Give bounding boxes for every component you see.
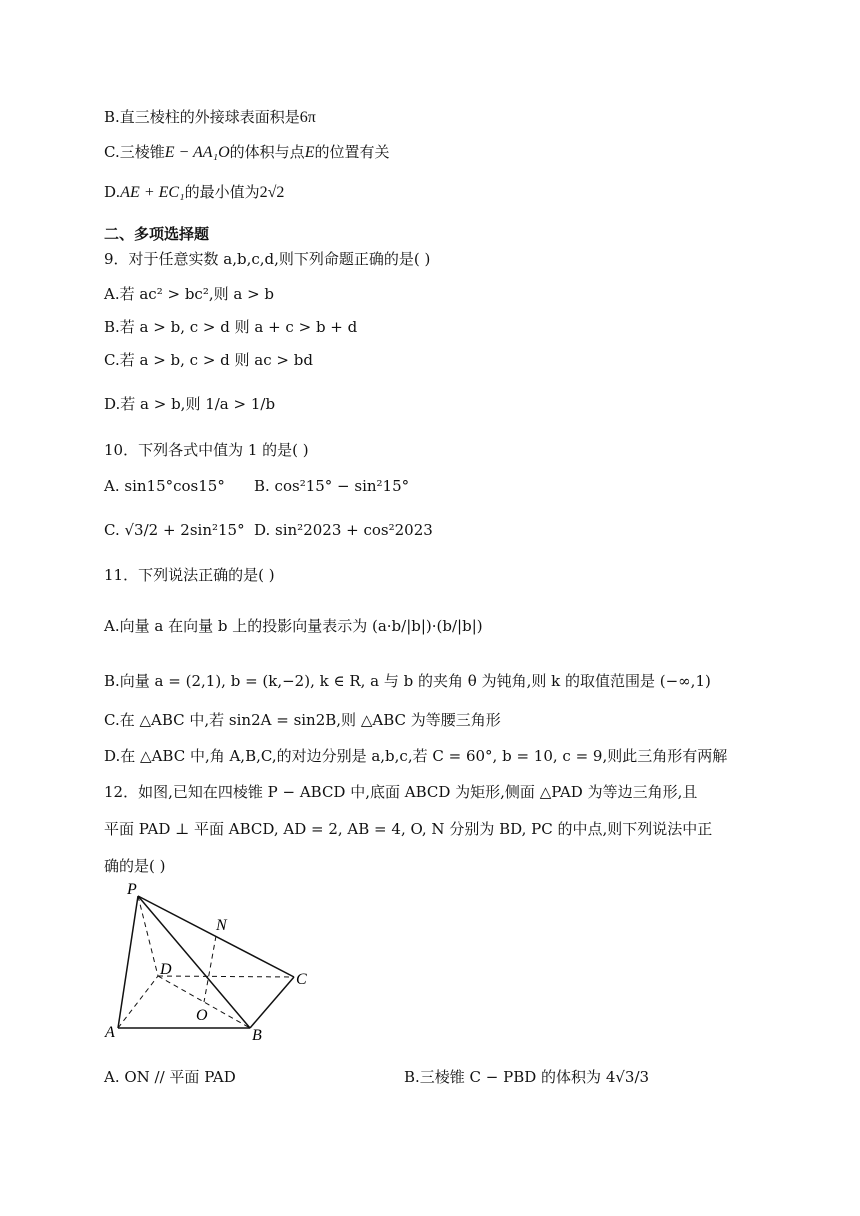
prev-option-b: B.直三棱柱的外接球表面积是6π	[104, 108, 316, 126]
q10-stem: 10．下列各式中值为 1 的是( )	[104, 441, 309, 459]
q9-stem: 9．对于任意实数 a,b,c,d,则下列命题正确的是( )	[104, 250, 431, 268]
label-a: A	[105, 1024, 115, 1041]
q9-option-b: B.若 a > b, c > d 则 a + c > b + d	[104, 318, 358, 336]
q9-option-a: A.若 ac² > bc²,则 a > b	[104, 285, 275, 303]
q10-option-b: B. cos²15° − sin²15°	[254, 477, 410, 495]
segment-on	[204, 936, 216, 1002]
q11-option-c: C.在 △ABC 中,若 sin2A = sin2B,则 △ABC 为等腰三角形	[104, 711, 501, 729]
q12-stem-line2: 平面 PAD ⊥ 平面 ABCD, AD = 2, AB = 4, O, N 分别为 BD, PC 的中点,则下列说法中正	[104, 820, 713, 838]
q12-stem-line1: 12．如图,已知在四棱锥 P − ABCD 中,底面 ABCD 为矩形,侧面 △PAD 为等边三角形,且	[104, 783, 698, 801]
label-o: O	[196, 1007, 208, 1024]
prev-option-c: C.三棱锥E − AA₁O的体积与点E的位置有关	[104, 143, 390, 161]
edge-bc	[250, 977, 294, 1028]
q11-option-a: A.向量 a 在向量 b 上的投影向量表示为 (a·b/|b|)·(b/|b|)	[104, 617, 483, 635]
q12-option-a: A. ON // 平面 PAD	[104, 1068, 236, 1086]
edge-dc	[158, 976, 294, 977]
label-c: C	[296, 971, 307, 988]
q11-stem: 11．下列说法正确的是( )	[104, 566, 275, 584]
q10-option-c: C. √3/2 + 2sin²15°	[104, 521, 245, 539]
q10-option-a: A. sin15°cos15°	[104, 477, 225, 495]
edge-pb	[138, 896, 250, 1028]
label-p: P	[127, 881, 137, 898]
q12-stem-line3: 确的是( )	[104, 857, 166, 875]
edge-pa	[118, 896, 138, 1028]
q11-option-d: D.在 △ABC 中,角 A,B,C,的对边分别是 a,b,c,若 C = 60°, b = 10, c = 9,则此三角形有两解	[104, 747, 728, 765]
label-n: N	[216, 917, 227, 934]
q11-option-b: B.向量 a = (2,1), b = (k,−2), k ∈ R, a 与 b 的夹角 θ 为钝角,则 k 的取值范围是 (−∞,1)	[104, 672, 711, 690]
q10-option-d: D. sin²2023 + cos²2023	[254, 521, 433, 539]
q9-option-c: C.若 a > b, c > d 则 ac > bd	[104, 351, 313, 369]
pyramid-figure	[100, 878, 320, 1048]
label-b: B	[252, 1027, 262, 1044]
prev-option-d: D.AE + EC₁的最小值为2√2	[104, 183, 285, 201]
q12-option-b: B.三棱锥 C − PBD 的体积为 4√3/3	[404, 1068, 650, 1086]
label-d: D	[160, 961, 172, 978]
q9-option-d: D.若 a > b,则 1/a > 1/b	[104, 395, 276, 413]
section-heading: 二、多项选择题	[104, 225, 210, 243]
